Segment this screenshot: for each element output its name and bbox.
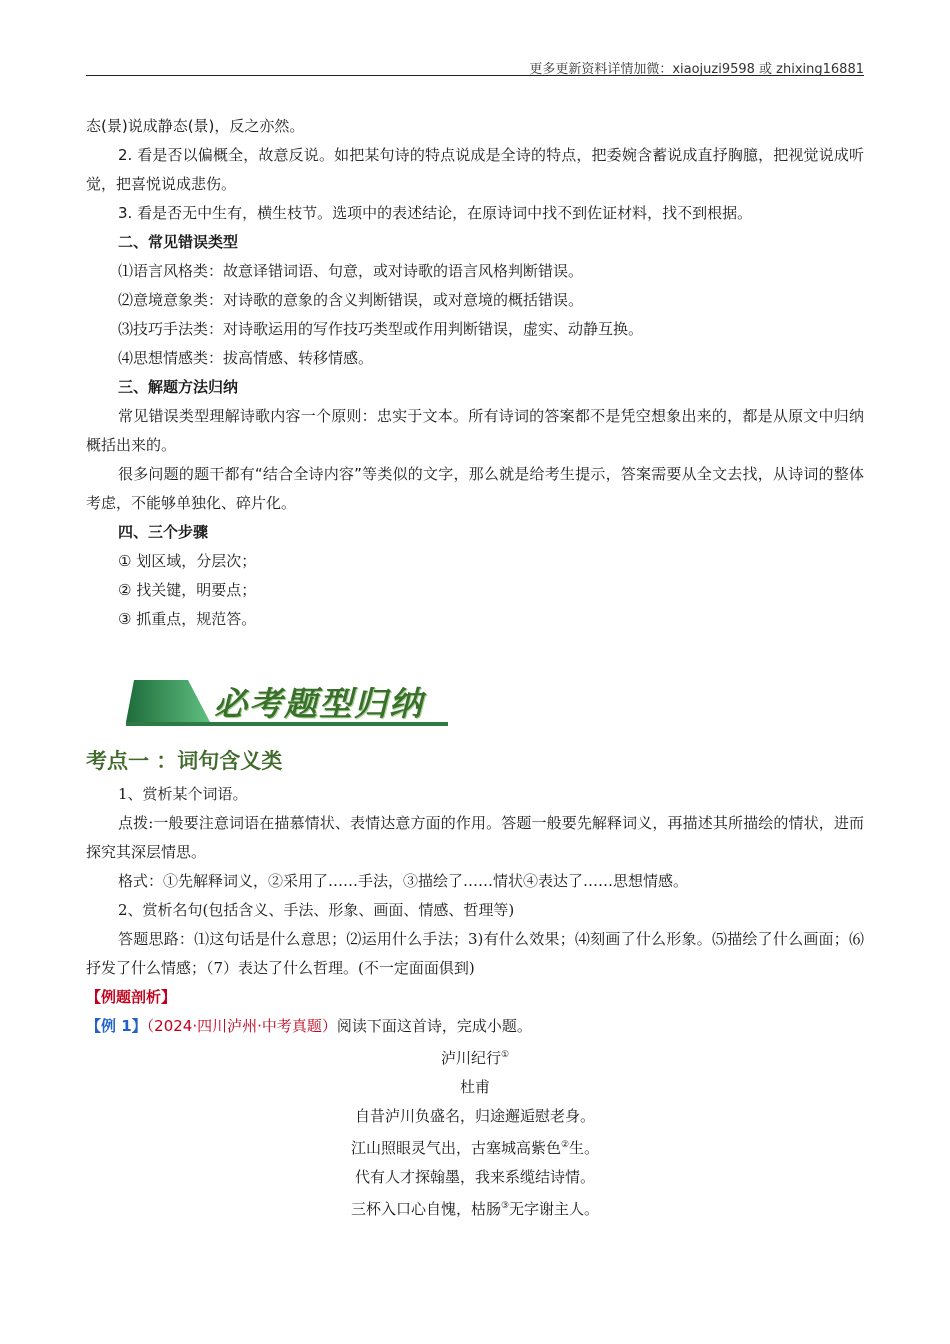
list-item: ⑷思想情感类：拔高情感、转移情感。: [118, 349, 374, 367]
poem-line-text: 生。: [569, 1139, 600, 1157]
list-item: ① 划区域，分层次；: [118, 552, 257, 570]
poem-line: 代有人才探翰墨，我来系缆结诗情。: [354, 1168, 595, 1186]
paragraph: 很多问题的题干都有“结合全诗内容”等类似的文字，那么就是给考生提示，答案需要从全文去找，从诗词的整体考虑，不能够单独化、碎片化。: [86, 465, 864, 512]
poem-line-text: 江山照眼灵气出，古塞城高紫色: [350, 1139, 561, 1157]
paragraph: 2. 看是否以偏概全，故意反说。如把某句诗的特点说成是全诗的特点，把委婉含蓄说成直抒胸臆，把视觉说成听觉，把喜悦说成悲伤。: [86, 146, 864, 193]
example-source: （2024·四川泸州·中考真题）: [146, 1017, 337, 1035]
poem-line-text: 三杯入口心自愧，枯肠: [350, 1200, 501, 1218]
footnote-mark: ②: [560, 1140, 570, 1150]
example-line: [86, 1012, 864, 1041]
page-content: [86, 112, 864, 1224]
section-heading: 四、三个步骤: [118, 523, 209, 541]
header-rule: [86, 75, 864, 76]
banner-title: 必考题型归纳: [214, 684, 424, 723]
poem-author: 杜甫: [459, 1078, 490, 1096]
example-number: 【例 1】: [86, 1017, 147, 1035]
paragraph: 2、赏析名句(包括含义、手法、形象、画面、情感、哲理等): [118, 901, 515, 919]
example-prompt: 阅读下面这首诗，完成小题。: [336, 1017, 532, 1035]
section-heading: 二、常见错误类型: [118, 233, 239, 251]
paragraph: 1、赏析某个词语。: [118, 785, 248, 803]
poem-line: [86, 1131, 864, 1163]
footnote-mark: ①: [500, 1050, 510, 1060]
paragraph: 常见错误类型理解诗歌内容一个原则：忠实于文本。所有诗词的答案都不是凭空想象出来的，都是从原文中归纳概括出来的。: [86, 407, 864, 454]
list-item: ⑴语言风格类：故意译错词语、句意，或对诗歌的语言风格判断错误。: [118, 262, 584, 280]
section-heading: 三、解题方法归纳: [118, 378, 239, 396]
poem-line: [86, 1192, 864, 1224]
kaodian-title: 考点一 ：词句含义类: [86, 749, 283, 773]
list-item: ⑵意境意象类：对诗歌的意象的含义判断错误，或对意境的概括错误。: [118, 291, 584, 309]
paragraph: 态(景)说成静态(景)，反之亦然。: [86, 117, 305, 135]
paragraph: 答题思路：⑴这句话是什么意思；⑵运用什么手法；3)有什么效果；⑷刻画了什么形象。⑸描绘了什么画面；⑹抒发了什么情感；（7）表达了什么哲理。(不一定面面俱到): [86, 930, 864, 977]
poem-line: 自昔泸川负盛名，归途邂逅慰老身。: [354, 1107, 595, 1125]
poem-title-text: 泸川纪行: [440, 1049, 501, 1067]
section-banner: [126, 672, 451, 732]
paragraph: 格式：①先解释词义，②采用了……手法，③描绘了……情状④表达了……思想情感。: [118, 872, 689, 890]
page-header: 更多更新资料详情加微：xiaojuzi9598 或 zhixing16881: [529, 62, 864, 77]
list-item: ② 找关键，明要点；: [118, 581, 257, 599]
footnote-mark: ③: [500, 1201, 510, 1211]
poem-title: [86, 1041, 864, 1073]
list-item: ③ 抓重点，规范答。: [118, 610, 257, 628]
paragraph: 点拨:一般要注意词语在描慕情状、表情达意方面的作用。答题一般要先解释词义，再描述其所描绘的情状，进而探究其深层情思。: [86, 814, 864, 861]
paragraph: 3. 看是否无中生有，横生枝节。选项中的表述结论，在原诗词中找不到佐证材料，找不到根据。: [118, 204, 753, 222]
example-label: 【例题剖析】: [86, 988, 177, 1006]
banner-trapezoid: [126, 680, 210, 722]
poem-line-text: 无字谢主人。: [509, 1200, 600, 1218]
list-item: ⑶技巧手法类：对诗歌运用的写作技巧类型或作用判断错误，虚实、动静互换。: [118, 320, 644, 338]
